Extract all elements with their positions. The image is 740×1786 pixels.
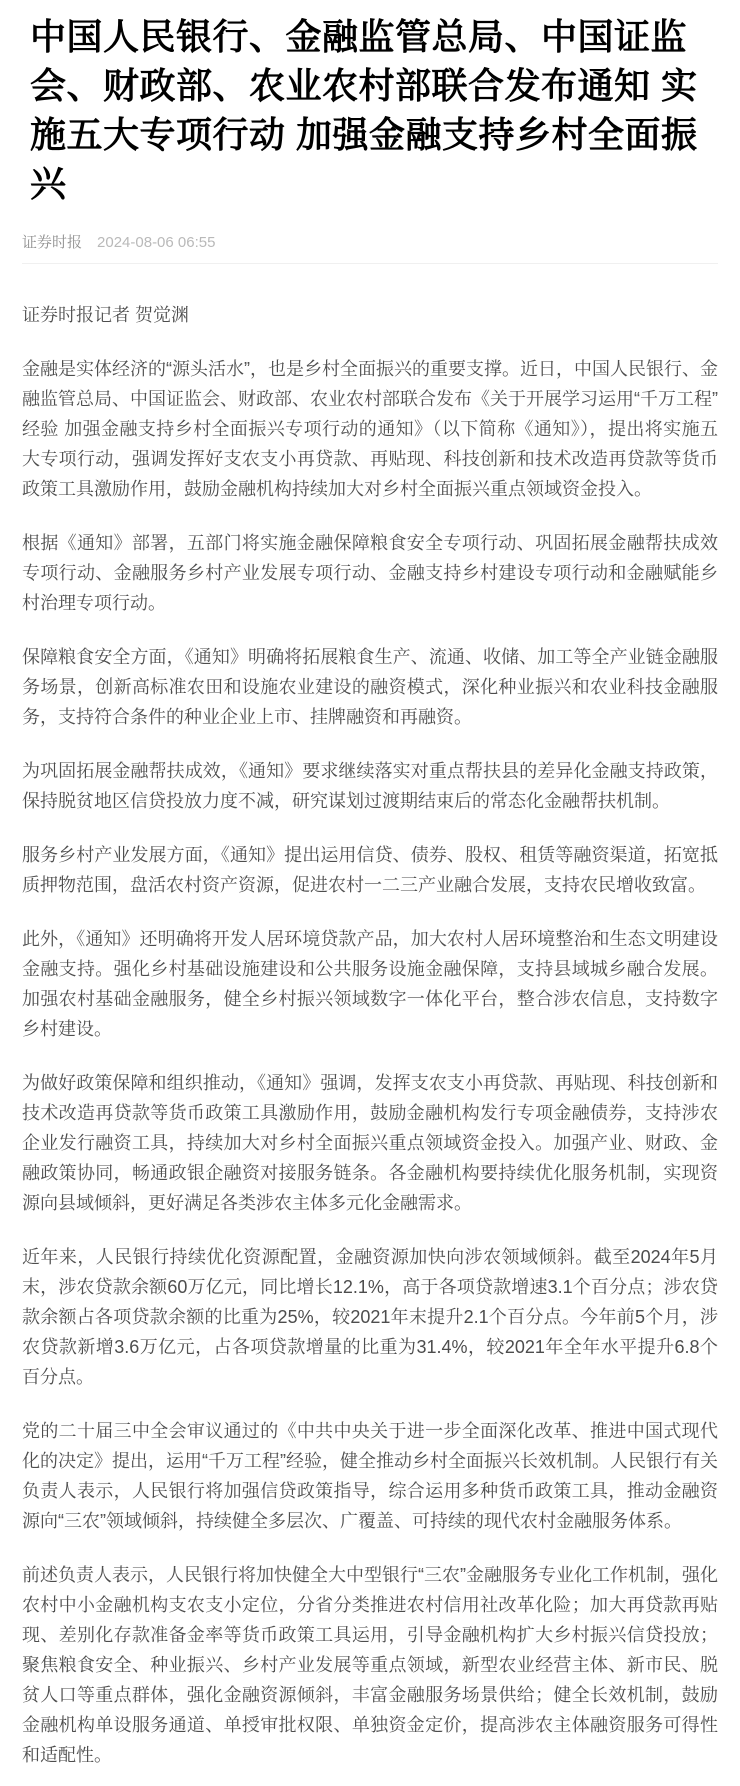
source-name[interactable]: 证券时报 xyxy=(22,234,83,251)
byline: 证券时报记者 贺觉渊 xyxy=(22,305,190,325)
article-paragraph: 此外，《通知》还明确将开发人居环境贷款产品，加大农村人居环境整治和生态文明建设金融支持。强化乡村基础设施建设和公共服务设施金融保障，支持县域城乡融合发展。加强农村基础金融服务，健全乡村振兴领域数字一体化平台，整合涉农信息，支持数字乡村建设。 xyxy=(22,929,718,1039)
article-paragraph: 近年来，人民银行持续优化资源配置，金融资源加快向涉农领域倾斜。截至2024年5月末，涉农贷款余额60万亿元，同比增长12.1%，高于各项贷款增速3.1个百分点；涉农贷款余额占各项贷款余额的比重为25%，较2021年末提升2.1个百分点。今年前5个月，涉农贷款新增3.6万亿元，占各项贷款增量的比重为31.4%，较2021年全年水平提升6.8个百分点。 xyxy=(22,1247,718,1387)
divider xyxy=(22,263,718,264)
news-article xyxy=(0,12,740,1786)
article-paragraph: 根据《通知》部署，五部门将实施金融保障粮食安全专项行动、巩固拓展金融帮扶成效专项行动、金融服务乡村产业发展专项行动、金融支持乡村建设专项行动和金融赋能乡村治理专项行动。 xyxy=(22,533,718,613)
publish-time: 2024-08-06 06:55 xyxy=(97,234,216,251)
article-paragraph: 党的二十届三中全会审议通过的《中共中央关于进一步全面深化改革、推进中国式现代化的决定》提出，运用“千万工程”经验，健全推动乡村全面振兴长效机制。人民银行有关负责人表示，人民银行将加强信贷政策指导，综合运用多种货币政策工具，推动金融资源向“三农”领域倾斜，持续健全多层次、广覆盖、可持续的现代农村金融服务体系。 xyxy=(22,1421,718,1531)
article-paragraph: 服务乡村产业发展方面，《通知》提出运用信贷、债券、股权、租赁等融资渠道，拓宽抵质押物范围，盘活农村资产资源，促进农村一二三产业融合发展，支持农民增收致富。 xyxy=(22,845,718,895)
article-title: 中国人民银行、金融监管总局、中国证监会、财政部、农业农村部联合发布通知 实施五大专项行动 加强金融支持乡村全面振兴 xyxy=(30,16,698,204)
article-paragraph: 前述负责人表示，人民银行将加快健全大中型银行“三农”金融服务专业化工作机制，强化农村中小金融机构支农支小定位，分省分类推进农村信用社改革化险；加大再贷款再贴现、差别化存款准备金率等货币政策工具运用，引导金融机构扩大乡村振兴信贷投放；聚焦粮食安全、种业振兴、乡村产业发展等重点领域，新型农业经营主体、新市民、脱贫人口等重点群体，强化金融资源倾斜，丰富金融服务场景供给；健全长效机制，鼓励金融机构单设服务通道、单授审批权限、单独资金定价，提高涉农主体融资服务可得性和适配性。 xyxy=(22,1565,718,1765)
article-meta xyxy=(22,234,718,251)
article-paragraph: 保障粮食安全方面，《通知》明确将拓展粮食生产、流通、收储、加工等全产业链金融服务场景，创新高标准农田和设施农业建设的融资模式，深化种业振兴和农业科技金融服务，支持符合条件的种业企业上市、挂牌融资和再融资。 xyxy=(22,647,718,727)
article-paragraph: 金融是实体经济的“源头活水”，也是乡村全面振兴的重要支撑。近日，中国人民银行、金融监管总局、中国证监会、财政部、农业农村部联合发布《关于开展学习运用“千万工程”经验 加强金融支持乡村全面振兴专项行动的通知》（以下简称《通知》），提出将实施五大专项行动，强调发挥好支农支小再贷款、再贴现、科技创新和技术改造再贷款等货币政策工具激励作用，鼓励金融机构持续加大对乡村全面振兴重点领域资金投入。 xyxy=(22,359,718,499)
article-paragraph: 为做好政策保障和组织推动，《通知》强调，发挥支农支小再贷款、再贴现、科技创新和技术改造再贷款等货币政策工具激励作用，鼓励金融机构发行专项金融债券，支持涉农企业发行融资工具，持续加大对乡村全面振兴重点领域资金投入。加强产业、财政、金融政策协同，畅通政银企融资对接服务链条。各金融机构要持续优化服务机制，实现资源向县域倾斜，更好满足各类涉农主体多元化金融需求。 xyxy=(22,1073,718,1213)
article-paragraph: 为巩固拓展金融帮扶成效，《通知》要求继续落实对重点帮扶县的差异化金融支持政策，保持脱贫地区信贷投放力度不减，研究谋划过渡期结束后的常态化金融帮扶机制。 xyxy=(22,761,718,811)
